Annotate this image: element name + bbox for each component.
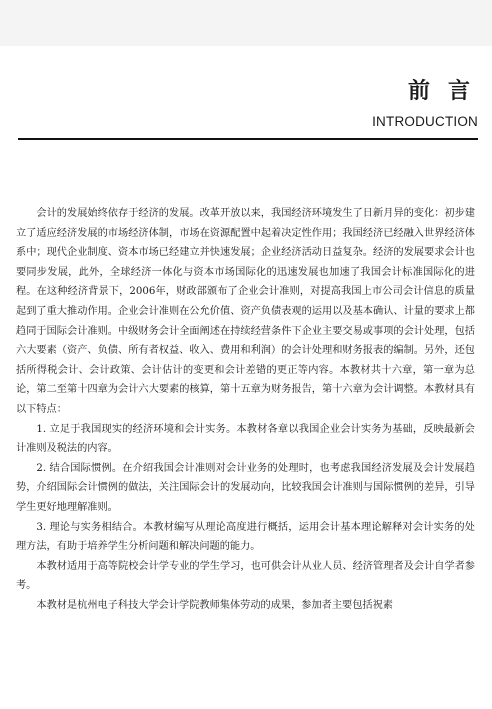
paragraph-feature-2: 2. 结合国际惯例。在介绍我国会计准则对会计业务的处理时，也考虑我国经济发展及会计发展趋势，介绍国际会计惯例的做法，关注国际会计的发展动向，比较我国会计准则与国际惯例的差异，引导学生更好地理解准则。 [16, 462, 475, 513]
paragraph-feature-3: 3. 理论与实务相结合。本教材编写从理论高度进行概括，运用会计基本理论解释对会计实务的处理方法，有助于培养学生分析问题和解决问题的能力。 [16, 521, 475, 553]
paragraph-audience: 本教材适用于高等院校会计学专业的学生学习，也可供会计从业人员、经济管理者及会计自学者参考。 [16, 560, 475, 592]
paragraph-intro: 会计的发展始终依存于经济的发展。改革开放以来，我国经济环境发生了日新月异的变化：初步建立了适应经济发展的市场经济体制，市场在资源配置中起着决定性作用；我国经济已经融入世界经济体系中；现代企业制度、资本市场已经建立并快速发展；企业经济活动日益复杂。经济的发展要求会计也要同步发展，此外，全球经济一体化与资本市场国际化的迅速发展也加速了我国会计标准国际化的进程。在这种经济背景下，2006年，财政部颁布了企业会计准则，对提高我国上市公司会计信息的质量起到了重大推动作用。企业会计准则在公允价值、资产负债表观的运用以及基本确认、计量的要求上都趋同于国际会计准则。中级财务会计全面阐述在持续经营条件下企业主要交易或事项的会计处理，包括六大要素（资产、负债、所有者权益、收入、费用和利润）的会计处理和财务报表的编制。另外，还包括所得税会计、会计政策、会计估计的变更和会计差错的更正等内容。本教材共十六章，第一章为总论，第二至第十四章为会计六大要素的核算，第十五章为财务报告，第十六章为会计调整。本教材具有以下特点： [16, 208, 475, 415]
page-title: 前言 [407, 78, 488, 104]
paragraph-feature-1: 1. 立足于我国现实的经济环境和会计实务。本教材各章以我国企业会计实务为基础，反映最新会计准则及税法的内容。 [16, 423, 475, 455]
paragraph-authors: 本教材是杭州电子科技大学会计学院教师集体劳动的成果，参加者主要包括祝素 [36, 599, 393, 611]
title-divider [18, 138, 478, 140]
page-top-band [0, 0, 492, 46]
preface-body [16, 204, 475, 615]
page-subtitle: INTRODUCTION [372, 114, 478, 129]
